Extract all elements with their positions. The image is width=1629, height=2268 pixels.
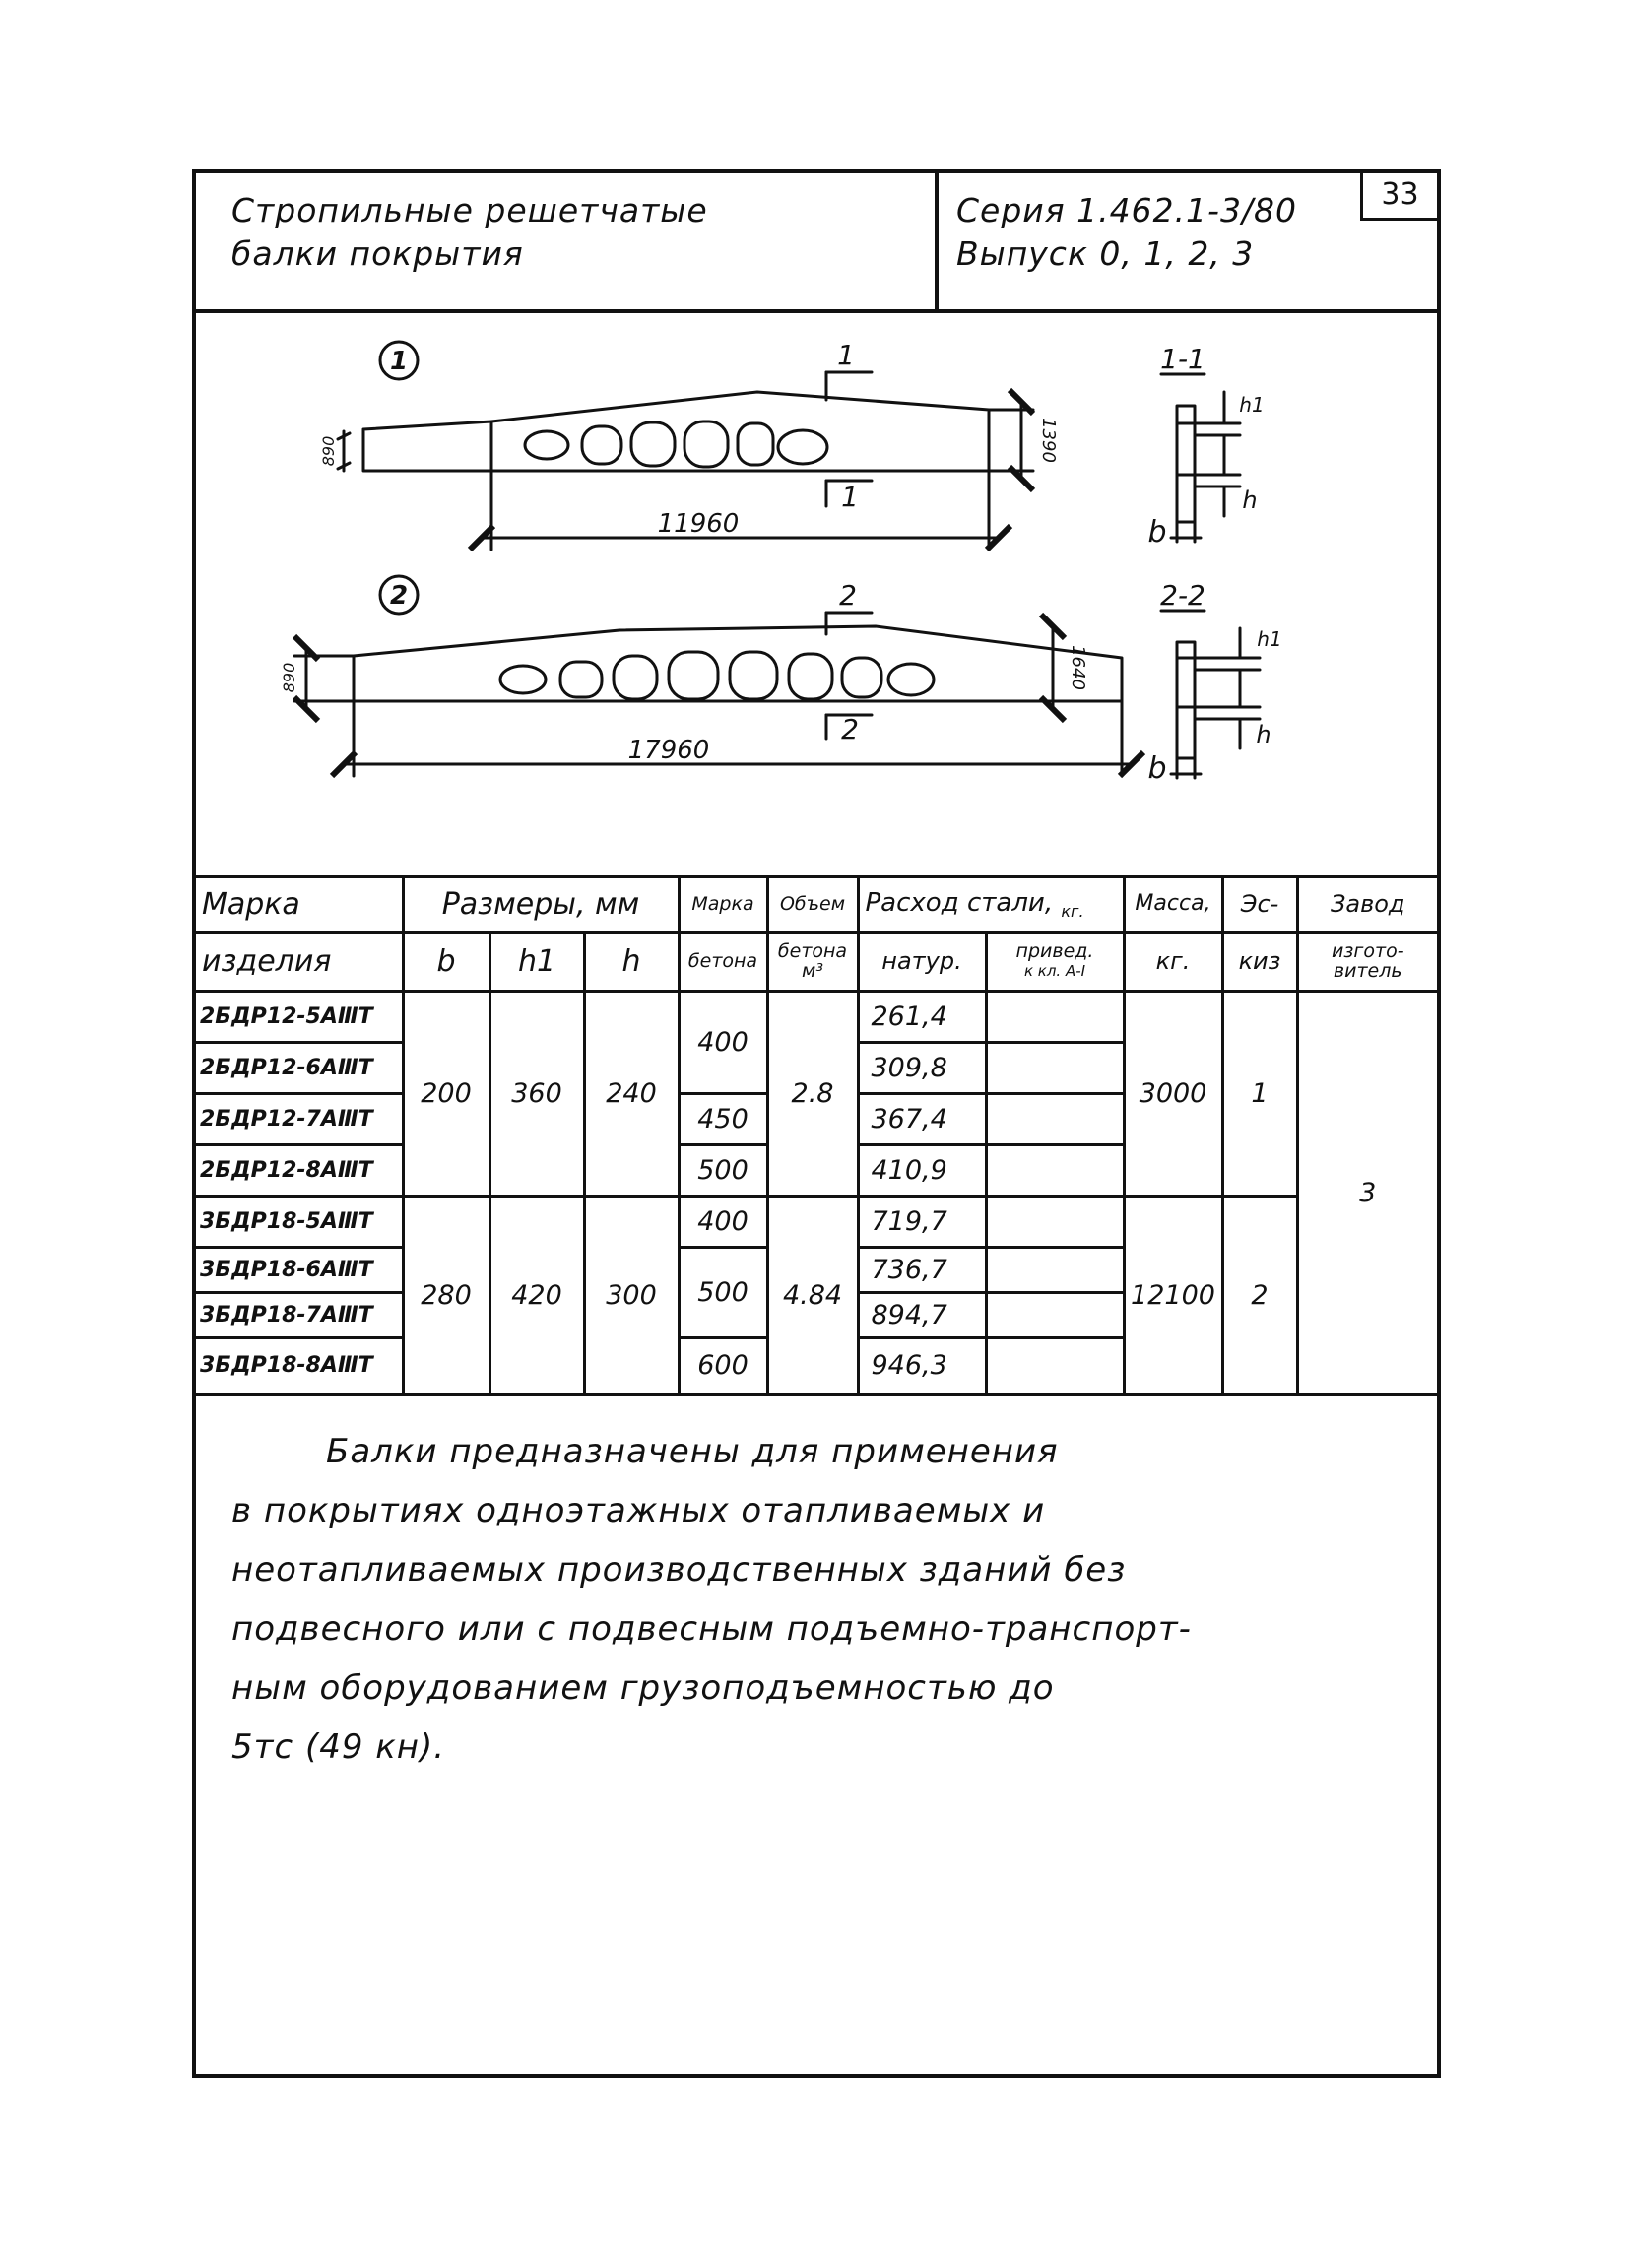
note-line-5: ным оборудованием грузоподъемностью до	[231, 1668, 1055, 1708]
header-dims: Размеры, мм	[403, 876, 679, 932]
beam-drawings	[196, 313, 1437, 875]
title-line-2: балки покрытия	[231, 234, 524, 273]
drawing-sheet	[192, 169, 1441, 2078]
row-steel-reduced	[986, 1196, 1124, 1247]
group1-concrete-2: 450	[679, 1093, 767, 1144]
issue-label: Выпуск 0, 1, 2, 3	[956, 234, 1255, 273]
section-2-b-label: b	[1147, 751, 1167, 786]
section-1-1	[1161, 374, 1240, 542]
header-sketch-line1: Эс-	[1222, 876, 1297, 932]
row-steel: 410,9	[858, 1144, 986, 1196]
row-steel: 946,3	[858, 1337, 986, 1394]
group1-mass: 3000	[1124, 991, 1222, 1196]
beam-2-opening	[669, 652, 718, 699]
drawing-area	[196, 313, 1437, 875]
group1-volume: 2.8	[767, 991, 858, 1196]
row-steel: 736,7	[858, 1247, 986, 1292]
beam-1-opening	[778, 430, 827, 464]
title-block	[196, 173, 1437, 313]
beam-view-2	[294, 576, 1132, 776]
row-steel: 261,4	[858, 991, 986, 1042]
section-2-2	[1161, 611, 1260, 778]
group1-concrete-1: 400	[679, 991, 767, 1093]
row-steel: 309,8	[858, 1042, 986, 1093]
view-2-length: 17960	[627, 736, 710, 765]
header-concrete-line1: Марка	[679, 876, 767, 932]
group2-concrete-3: 600	[679, 1337, 767, 1394]
group2-volume: 4.84	[767, 1196, 858, 1394]
beam-2-opening	[730, 652, 777, 699]
group1-sketch: 1	[1222, 991, 1297, 1196]
view-2-support-height: 890	[280, 662, 298, 693]
note-text	[231, 1422, 1413, 1777]
section-1-b-label: b	[1147, 515, 1167, 550]
beam-1-opening	[738, 423, 773, 465]
row-steel-reduced	[986, 1093, 1124, 1144]
title-divider	[935, 173, 939, 313]
view-1-section-label-bottom: 1	[841, 481, 859, 513]
view-1-section-label-top: 1	[837, 339, 855, 371]
header-sketch-line2: киз	[1222, 932, 1297, 991]
group1-b: 200	[403, 991, 489, 1196]
section-1-h-label: h	[1242, 486, 1258, 514]
row-steel: 367,4	[858, 1093, 986, 1144]
header-dim-h: h	[584, 932, 679, 991]
header-steel-unit: кг.	[1061, 901, 1084, 921]
header-volume-line2: бетона м³	[767, 932, 858, 991]
header-volume-line1: Объем	[767, 876, 858, 932]
table-row	[196, 991, 1437, 1042]
view-1-support-height: 890	[319, 435, 338, 467]
view-1-length: 11960	[657, 509, 740, 539]
row-mark: 3БДР18-5АⅢТ	[196, 1196, 403, 1247]
plant-value: 3	[1297, 991, 1437, 1394]
view-2-marker: 2	[389, 581, 409, 611]
view-2-section-label-bottom: 2	[841, 713, 859, 745]
row-steel: 719,7	[858, 1196, 986, 1247]
section-1-h1-label: h1	[1239, 393, 1265, 417]
note-line-4: подвесного или с подвесным подъемно-транспорт-	[231, 1609, 1192, 1649]
header-steel-reduced-line1: привед.	[1015, 940, 1094, 962]
row-steel-reduced	[986, 991, 1124, 1042]
row-mark: 2БДР12-8АⅢТ	[196, 1144, 403, 1196]
beam-2-opening	[842, 658, 881, 697]
header-steel	[858, 876, 1124, 932]
row-steel-reduced	[986, 1337, 1124, 1394]
section-2-h-label: h	[1256, 721, 1271, 748]
beam-2-opening	[560, 662, 602, 697]
header-mark-line2: изделия	[196, 932, 403, 991]
section-2-2-title: 2-2	[1160, 579, 1205, 612]
note-line-3: неотапливаемых производственных зданий без	[231, 1550, 1127, 1589]
beam-2-outline	[354, 626, 1122, 701]
beam-1-outline	[363, 392, 989, 471]
header-mark	[196, 876, 403, 932]
view-2-section-label-top: 2	[839, 579, 857, 612]
series-label: Серия 1.462.1-3/80	[956, 191, 1298, 229]
section-1-1-title: 1-1	[1160, 343, 1205, 375]
note-line-6: 5тс (49 кн).	[231, 1727, 446, 1767]
row-steel-reduced	[986, 1144, 1124, 1196]
view-1-end-height: 1390	[1038, 418, 1059, 463]
group2-h: 300	[584, 1196, 679, 1394]
group2-concrete-2: 500	[679, 1247, 767, 1337]
view-1-marker: 1	[389, 347, 409, 376]
header-steel-natural: натур.	[858, 932, 986, 991]
group2-concrete-1: 400	[679, 1196, 767, 1247]
header-plant-line1: Завод	[1297, 876, 1437, 932]
header-plant-line2	[1297, 932, 1437, 991]
header-mass-line2: кг.	[1124, 932, 1222, 991]
header-steel-reduced-line2: к кл. А-I	[1023, 962, 1086, 980]
row-steel-reduced	[986, 1292, 1124, 1337]
row-mark: 2БДР12-5АⅢТ	[196, 991, 403, 1042]
group2-h1: 420	[489, 1196, 584, 1394]
section-2-profile	[1177, 642, 1195, 758]
header-dim-h1: h1	[489, 932, 584, 991]
group2-mass: 12100	[1124, 1196, 1222, 1394]
group1-h1: 360	[489, 991, 584, 1196]
row-steel-reduced	[986, 1042, 1124, 1093]
beam-2-opening	[500, 666, 546, 693]
row-mark: 3БДР18-7АⅢТ	[196, 1292, 403, 1337]
section-2-h1-label: h1	[1257, 627, 1282, 651]
note-line-1: Балки предназначены для применения	[326, 1432, 1059, 1471]
note-line-2: в покрытиях одноэтажных отапливаемых и	[231, 1491, 1046, 1530]
row-mark: 3БДР18-8АⅢТ	[196, 1337, 403, 1394]
title-line-1: Стропильные решетчатые	[231, 191, 708, 229]
specification-table	[196, 875, 1437, 1396]
beam-2-opening	[614, 656, 657, 699]
table-row	[196, 1196, 1437, 1247]
row-mark: 2БДР12-6АⅢТ	[196, 1042, 403, 1093]
row-mark: 2БДР12-7АⅢТ	[196, 1093, 403, 1144]
header-steel-reduced	[986, 932, 1124, 991]
row-mark: 3БДР18-6АⅢТ	[196, 1247, 403, 1292]
beam-2-opening	[789, 654, 832, 699]
beam-1-opening	[582, 426, 621, 464]
header-steel-line1: Расход стали,	[865, 887, 1054, 918]
header-plant-line2-text: изгото-	[1331, 940, 1404, 962]
beam-2-opening	[888, 664, 934, 695]
group1-h: 240	[584, 991, 679, 1196]
beam-1-opening	[684, 421, 728, 467]
header-mass-line1: Масса,	[1124, 876, 1222, 932]
beam-1-opening	[525, 431, 568, 459]
beam-1-opening	[631, 422, 675, 466]
row-steel: 894,7	[858, 1292, 986, 1337]
header-plant-line3-text: витель	[1333, 960, 1402, 982]
row-steel-reduced	[986, 1247, 1124, 1292]
header-mark-line1: Марка	[202, 886, 300, 922]
group1-concrete-3: 500	[679, 1144, 767, 1196]
page-number: 33	[1360, 173, 1437, 221]
header-dim-b: b	[403, 932, 489, 991]
group2-sketch: 2	[1222, 1196, 1297, 1394]
group2-b: 280	[403, 1196, 489, 1394]
view-2-end-height: 1640	[1068, 645, 1088, 690]
header-concrete-line2: бетона	[679, 932, 767, 991]
